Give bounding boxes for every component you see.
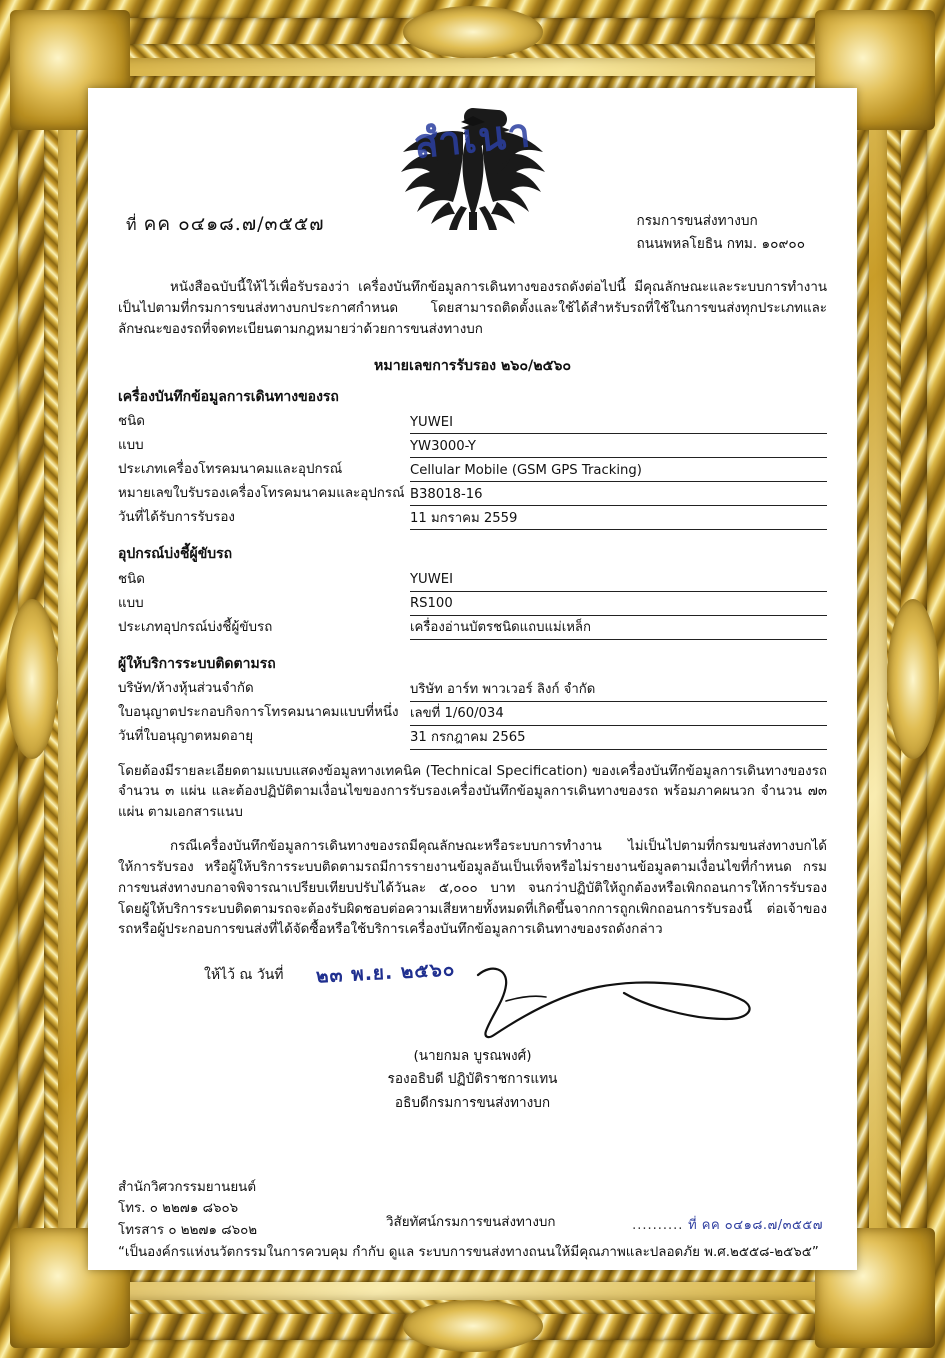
field-value: RS100	[410, 596, 453, 612]
certificate-document	[88, 88, 857, 1270]
intro-paragraph-block	[118, 278, 827, 340]
footer-motto: “เป็นองค์กรแห่งนวัตกรรมในการควบคุม กำกับ ดูแล ระบบการขนส่งทางถนนให้มีคุณภาพและปลอดภัย พ.ศ.๒๕๕๘-๒๕๖๕”	[118, 1245, 819, 1261]
table-row	[118, 506, 827, 530]
field-value-cell	[410, 482, 827, 506]
table-row	[118, 458, 827, 482]
field-value-cell	[410, 725, 827, 749]
field-value: YW3000-Y	[410, 438, 476, 454]
fields-table-service-provider	[118, 678, 827, 750]
field-label: แบบ	[118, 595, 144, 611]
signer-position-1: รองอธิบดี ปฏิบัติราชการแทน	[387, 1071, 558, 1088]
frame-ornament-top-center	[403, 6, 543, 58]
footer-office: สำนักวิศวกรรมยานยนต์	[118, 1179, 257, 1195]
field-value: เครื่องอ่านบัตรชนิดแถบแม่เหล็ก	[410, 620, 591, 636]
field-label: บริษัท/ห้างหุ้นส่วนจำกัด	[118, 681, 254, 697]
field-value-cell	[410, 506, 827, 530]
footer-vision-label: วิสัยทัศน์กรมการขนส่งทางบก	[386, 1215, 556, 1231]
fields-table-recorder	[118, 410, 827, 530]
document-footer	[118, 1177, 827, 1264]
signer-name: (นายกมล บูรณพงศ์)	[413, 1047, 532, 1064]
table-row	[118, 482, 827, 506]
table-row	[118, 615, 827, 639]
dotted-leader: ..........	[632, 1217, 684, 1233]
frame-ornament-bottom-center	[403, 1300, 543, 1352]
table-row	[118, 434, 827, 458]
field-label: วันที่ได้รับการรับรอง	[118, 509, 235, 525]
document-number	[118, 210, 325, 239]
section-title-driver-device: อุปกรณ์บ่งชี้ผู้ขับรถ	[118, 546, 233, 563]
footer-stamp-text: ที่ คค ๐๔๑๘.๗/๓๕๕๗	[688, 1217, 823, 1233]
issuer-line-1: กรมการขนส่งทางบก	[636, 213, 758, 229]
field-value-cell	[410, 410, 827, 434]
field-value-cell	[410, 568, 827, 592]
fields-table-driver-device	[118, 568, 827, 640]
footer-reference-stamp	[632, 1216, 823, 1236]
field-label: แบบ	[118, 437, 144, 453]
field-label: ชนิด	[118, 413, 145, 429]
table-row	[118, 678, 827, 702]
table-row	[118, 410, 827, 434]
footer-fax: โทรสาร ๐ ๒๒๗๑ ๘๖๐๒	[118, 1222, 258, 1238]
issued-date-line	[204, 959, 827, 988]
footer-phone: โทร. ๐ ๒๒๗๑ ๘๖๐๖	[118, 1201, 239, 1217]
document-number-value: คค ๐๔๑๘.๗/๓๕๕๗	[143, 213, 325, 235]
copy-watermark-stamp: สำเนา	[411, 109, 534, 169]
section-title-service-provider: ผู้ให้บริการระบบติดตามรถ	[118, 655, 276, 672]
issued-date-stamp: ๒๓ พ.ย. ๒๕๖๐	[315, 958, 456, 988]
frame-ornament-left-center	[6, 599, 58, 759]
table-row	[118, 725, 827, 749]
intro-paragraph: หนังสือฉบับนี้ให้ไว้เพื่อรับรองว่า เครื่องบันทึกข้อมูลการเดินทางของรถดังต่อไปนี้ มีคุณลักษณะและระบบการทำงานเป็นไปตามที่กรมการขนส่งทางบกประกาศกำหนด โดยสามารถติดตั้งและใช้ได้สำหรับรถที่ใช้ในการขนส่งทุกประเภทและลักษณะของรถที่จดทะเบียนตามกฎหมายว่าด้วยการขนส่งทางบก	[118, 280, 827, 337]
document-number-prefix: ที่	[126, 215, 138, 234]
frame-ornament-right-center	[887, 599, 939, 759]
field-value: YUWEI	[410, 572, 453, 588]
issued-date-label: ให้ไว้ ณ วันที่	[204, 967, 284, 984]
table-row	[118, 591, 827, 615]
certificate-number: หมายเลขการรับรอง ๒๖๐/๒๕๖๐	[374, 357, 571, 374]
field-value-cell	[410, 678, 827, 702]
field-value-cell	[410, 591, 827, 615]
issuer-address	[636, 210, 827, 256]
field-value: Cellular Mobile (GSM GPS Tracking)	[410, 462, 642, 478]
signer-info	[118, 1045, 827, 1116]
certificate-paper	[88, 88, 857, 1270]
table-row	[118, 568, 827, 592]
field-value: เลขที่ 1/60/034	[410, 706, 504, 722]
field-label: ประเภทเครื่องโทรคมนาคมและอุปกรณ์	[118, 461, 343, 477]
field-label: ประเภทอุปกรณ์บ่งชี้ผู้ขับรถ	[118, 619, 273, 635]
field-value: 31 กรกฎาคม 2565	[410, 730, 526, 746]
field-label: ชนิด	[118, 571, 145, 587]
field-value-cell	[410, 615, 827, 639]
spec-paragraph: โดยต้องมีรายละเอียดตามแบบแสดงข้อมูลทางเทคนิค (Technical Specification) ของเครื่องบันทึกข้อมูลการเดินทางของรถ จำนวน ๓ แผ่น และต้องปฏิบัติตามเงื่อนไขของการรับรองเครื่องบันทึกข้อมูลการเดินทางของรถ พร้อมภาคผนวก จำนวน ๗๓ แผ่น ตามเอกสารแนบ	[118, 763, 827, 821]
field-value-cell	[410, 458, 827, 482]
field-label: วันที่ใบอนุญาตหมดอายุ	[118, 729, 254, 745]
field-value-cell	[410, 434, 827, 458]
section-title-recorder: เครื่องบันทึกข้อมูลการเดินทางของรถ	[118, 388, 339, 405]
conditions-paragraph: กรณีเครื่องบันทึกข้อมูลการเดินทางของรถมีคุณลักษณะหรือระบบการทำงาน ไม่เป็นไปตามที่กรมขนส่งทางบกได้ให้การรับรอง หรือผู้ให้บริการระบบติดตามรถมีการรายงานข้อมูลอันเป็นเท็จหรือไม่รายงานข้อมูลตามเงื่อนไขที่กำหนด กรมการขนส่งทางบกอาจพิจารณาเปรียบเทียบปรับได้วันละ ๕,๐๐๐ บาท จนกว่าปฏิบัติให้ถูกต้องหรือเพิกถอนการให้การรับรอง โดยผู้ให้บริการระบบติดตามรถจะต้องรับผิดชอบต่อความเสียหายทั้งหมดที่เกิดขึ้นจากการถูกเพิกถอนการรับรองนี้ ต่อเจ้าของรถหรือผู้ประกอบการขนส่งที่ได้จัดซื้อหรือใช้บริการเครื่องบันทึกข้อมูลการเดินทางของรถดังกล่าว	[118, 839, 827, 938]
table-row	[118, 701, 827, 725]
field-value: 11 มกราคม 2559	[410, 510, 518, 526]
field-label: หมายเลขใบรับรองเครื่องโทรคมนาคมและอุปกรณ์	[118, 485, 405, 501]
document-header-row	[118, 210, 827, 256]
issuer-line-2: ถนนพหลโยธิน กทม. ๑๐๙๐๐	[636, 236, 805, 253]
signer-position-2: อธิบดีกรมการขนส่งทางบก	[394, 1095, 551, 1112]
field-value: B38018-16	[410, 486, 483, 502]
field-value: บริษัท อาร์ท พาวเวอร์ ลิงก์ จำกัด	[410, 682, 596, 698]
field-value-cell	[410, 701, 827, 725]
signature-block	[118, 959, 827, 1149]
field-value: YUWEI	[410, 414, 453, 430]
field-label: ใบอนุญาตประกอบกิจการโทรคมนาคมแบบที่หนึ่ง	[118, 705, 399, 721]
